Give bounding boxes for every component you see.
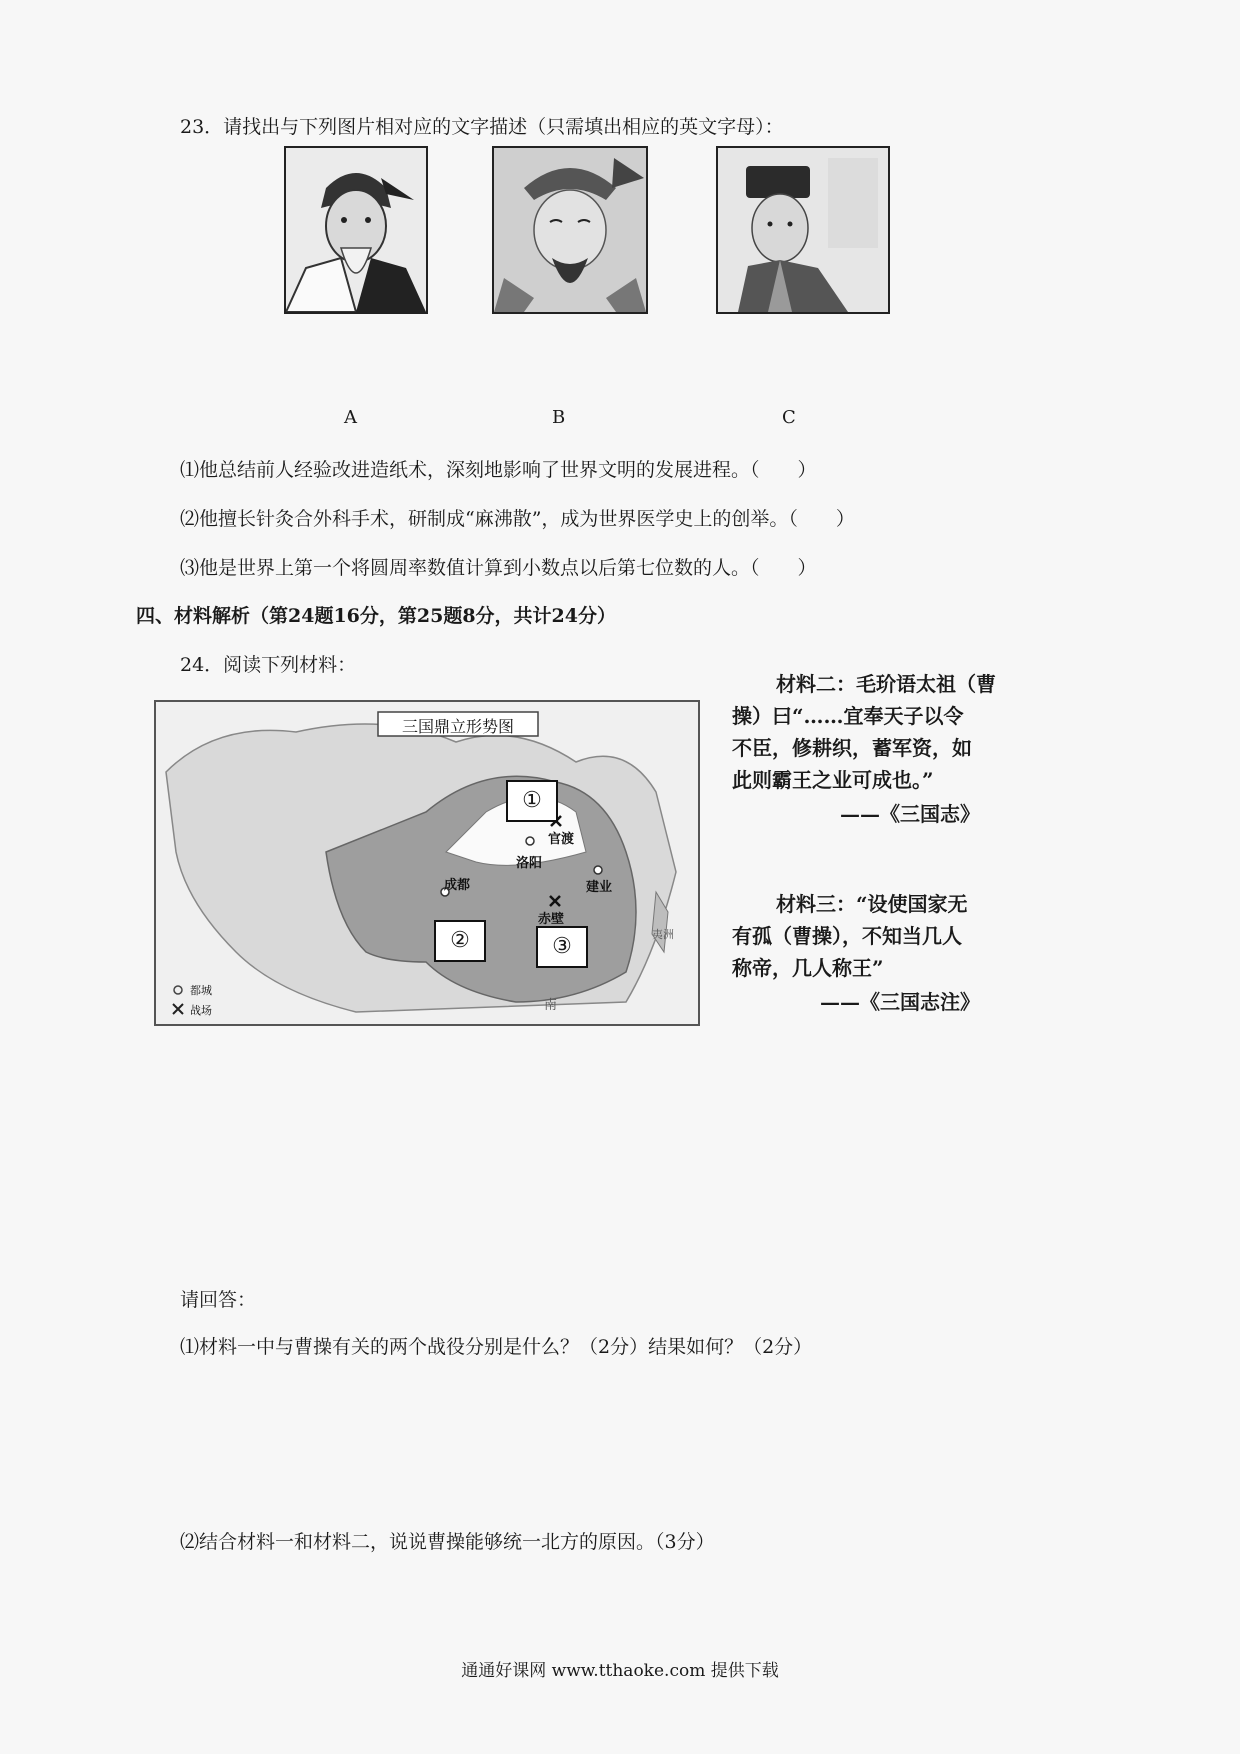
map-graphic (156, 702, 698, 1024)
material2-line-2: 操）曰“……宜奉天子以令 (732, 704, 964, 728)
city-guandu: 官渡 (548, 832, 575, 847)
portrait-a (284, 146, 428, 314)
city-chibi: 赤壁 (538, 912, 565, 927)
material3-line-1: 材料三：“设使国家无 (776, 892, 968, 916)
q23-item-1: ⑴他总结前人经验改进造纸术，深刻地影响了世界文明的发展进程。（ ） (180, 459, 817, 481)
map-title: 三国鼎立形势图 (401, 717, 514, 736)
map-marker-2: ② (434, 920, 486, 962)
material2-line-4: 此则霸王之业可成也。” (732, 768, 934, 792)
answer-prompt: 请回答： (180, 1289, 257, 1311)
material2-source: ——《三国志》 (840, 802, 980, 826)
q24-question-1: ⑴材料一中与曹操有关的两个战役分别是什么？（2分）结果如何？（2分） (180, 1336, 813, 1358)
legend-battlefield: 战场 (190, 1004, 212, 1017)
q24-prompt: 24．阅读下列材料： (180, 654, 357, 676)
section4-title: 四、材料解析（第24题16分，第25题8分，共计24分） (136, 605, 616, 627)
label-b: B (552, 407, 566, 428)
island-label: 夷洲 (652, 928, 674, 941)
city-luoyang: 洛阳 (516, 856, 543, 871)
portrait-c-image (718, 148, 888, 312)
sea-label: 南 (544, 998, 558, 1013)
q23-item-3: ⑶他是世界上第一个将圆周率数值计算到小数点以后第七位数的人。（ ） (180, 557, 817, 579)
material2 (732, 668, 996, 796)
material3-line-3: 称帝，几人称王” (732, 956, 884, 980)
material3 (732, 888, 968, 984)
footer-text: 通通好课网 www.tthaoke.com 提供下载 (461, 1661, 779, 1681)
city-chengdu: 成都 (444, 878, 471, 893)
portrait-a-image (286, 148, 426, 312)
material2-line-3: 不臣，修耕织，蓄军资，如 (732, 736, 972, 760)
portrait-b-image (494, 148, 646, 312)
legend-capital: 都城 (190, 984, 212, 997)
q23-prompt: 23．请找出与下列图片相对应的文字描述（只需填出相应的英文字母）： (180, 116, 784, 138)
map-marker-3: ③ (536, 926, 588, 968)
portrait-b (492, 146, 648, 314)
material2-line-1: 材料二：毛玠语太祖（曹 (776, 672, 996, 696)
q23-item-2: ⑵他擅长针灸合外科手术，研制成“麻沸散”，成为世界医学史上的创举。（ ） (180, 508, 855, 530)
q24-question-2: ⑵结合材料一和材料二，说说曹操能够统一北方的原因。（3分） (180, 1531, 715, 1553)
material3-source: ——《三国志注》 (820, 990, 980, 1014)
material3-line-2: 有孤（曹操），不知当几人 (732, 924, 962, 948)
three-kingdoms-map (154, 700, 700, 1026)
label-a: A (344, 407, 357, 428)
map-marker-1: ① (506, 780, 558, 822)
city-jianye: 建业 (586, 880, 613, 895)
label-c: C (782, 407, 796, 428)
portrait-c (716, 146, 890, 314)
